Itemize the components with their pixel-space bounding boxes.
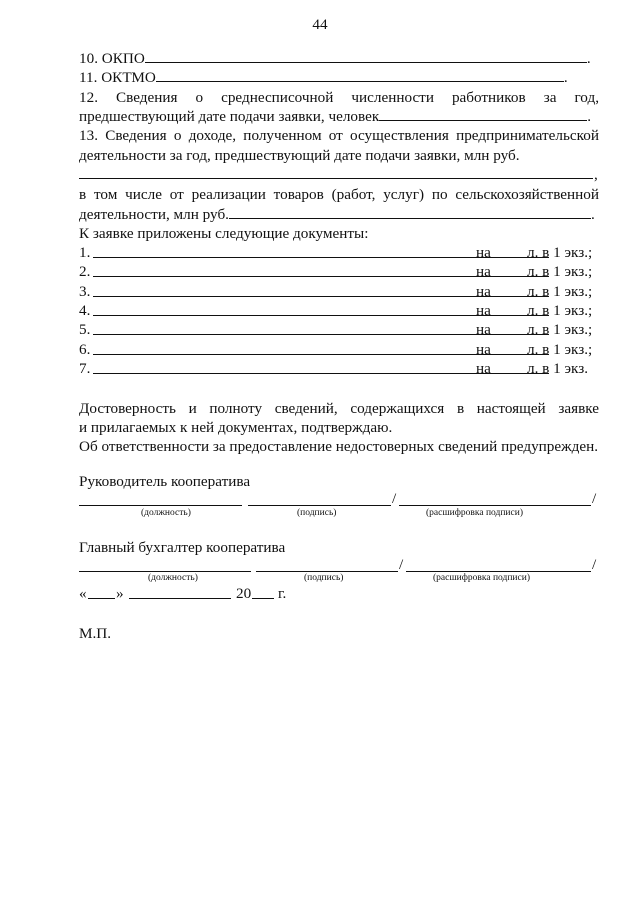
declaration-line-2: и прилагаемых к ней документах, подтверждаю. [79,419,393,436]
head-decoding-blank[interactable] [399,505,591,506]
attachment-row: 2. на л. в 1 экз.; [79,263,593,280]
head-title: Руководитель кооператива [79,473,251,490]
okpo-label: 10. ОКПО [79,50,145,67]
date-year-blank[interactable] [252,598,274,599]
oktmo-label: 11. ОКТМО [79,69,156,86]
decoding-caption: (расшифровка подписи) [433,573,530,583]
declaration-line-3: Об ответственности за предоставление недостоверных сведений предупрежден. [79,438,599,455]
date-open-quote: « [79,585,87,602]
page-number: 44 [312,16,328,33]
agri-line-1: в том числе от реализации товаров (работ, услуг) по сельскохозяйственной [79,186,599,203]
income-comma: , [594,166,598,183]
attachment-pages-blank[interactable] [498,334,522,335]
declaration-line-1: Достоверность и полноту сведений, содержащихся в настоящей заявке [79,400,599,417]
attachment-row: 4. на л. в 1 экз.; [79,302,593,319]
income-blank[interactable] [79,178,593,179]
accountant-decoding-blank[interactable] [406,571,591,572]
attachment-row: 1. на л. в 1 экз.; [79,244,593,261]
attachment-row: 7. на л. в 1 экз. [79,360,589,377]
attachment-row: 3. на л. в 1 экз.; [79,283,593,300]
agri-blank[interactable] [229,205,591,219]
position-caption: (должность) [141,508,191,518]
attachment-pages-blank[interactable] [498,296,522,297]
signature-caption: (подпись) [304,573,344,583]
income-line-2: деятельности за год, предшествующий дате подачи заявки, млн руб. [79,147,520,164]
attachment-pages-blank[interactable] [498,354,522,355]
attachment-pages-blank[interactable] [498,276,522,277]
stamp-place: М.П. [79,625,112,642]
date-year-prefix: 20 [236,585,252,602]
accountant-title: Главный бухгалтер кооператива [79,539,286,556]
head-position-blank[interactable] [79,505,242,506]
staff-blank[interactable] [379,107,587,121]
oktmo-blank[interactable] [156,68,564,82]
okpo-field: 10. ОКПО . [79,50,591,67]
decoding-caption: (расшифровка подписи) [426,508,523,518]
head-signature-blank[interactable] [248,505,391,506]
date-month-blank[interactable] [129,598,231,599]
attachment-row: 6. на л. в 1 экз.; [79,341,593,358]
staff-line-1: 12. Сведения о среднесписочной численности работников за год, [79,89,599,106]
attachment-pages-blank[interactable] [498,315,522,316]
attachments-heading: К заявке приложены следующие документы: [79,225,369,242]
income-line-1: 13. Сведения о доходе, полученном от осуществления предпринимательской [79,127,599,144]
okpo-blank[interactable] [145,49,587,63]
staff-field: предшествующий дате подачи заявки, человек . [79,108,592,125]
position-caption: (должность) [148,573,198,583]
staff-label: предшествующий дате подачи заявки, человек [79,108,380,125]
oktmo-field: 11. ОКТМО . [79,69,568,86]
date-year-suffix: г. [278,585,287,602]
date-close-quote: » [116,585,124,602]
attachment-pages-blank[interactable] [498,257,522,258]
date-day-blank[interactable] [88,598,115,599]
attachment-pages-blank[interactable] [498,373,522,374]
accountant-position-blank[interactable] [79,571,251,572]
accountant-signature-blank[interactable] [256,571,398,572]
agri-field: деятельности, млн руб. . [79,206,595,223]
agri-label: деятельности, млн руб. [79,206,229,223]
signature-caption: (подпись) [297,508,337,518]
attachment-row: 5. на л. в 1 экз.; [79,321,593,338]
